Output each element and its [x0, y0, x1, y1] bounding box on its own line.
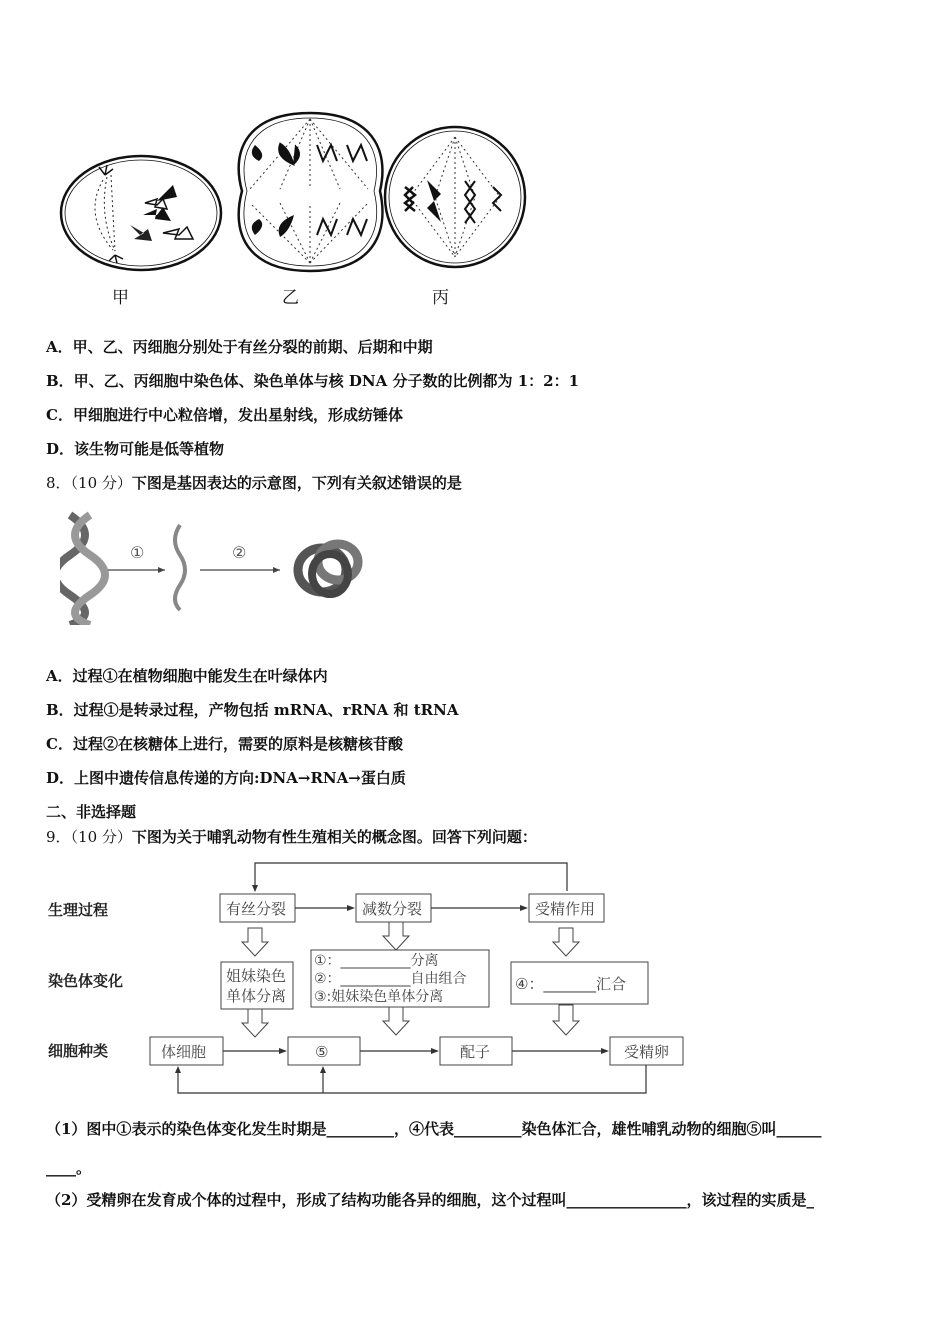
- box-meiosis-label: 减数分裂: [362, 900, 423, 918]
- meiosis-change-line-1: ①：__________分离: [314, 953, 439, 969]
- mrna-strand-icon: [175, 525, 185, 610]
- q8-score: （10 分）: [70, 474, 132, 492]
- q9-sub1-line1: （1）图中①表示的染色体变化发生时期是_________，④代表_________染色体汇合，雄性哺乳动物的细胞⑤叫______: [46, 1120, 822, 1138]
- meiosis-change-line-3: ③:姐妹染色单体分离: [314, 989, 444, 1005]
- cell-division-figure: [55, 105, 535, 275]
- somatic-cell-label: 体细胞: [161, 1043, 207, 1061]
- q8-option-a: A．过程①在植物细胞中能发生在叶绿体内: [46, 667, 328, 685]
- q9-stem: [46, 826, 537, 847]
- q7-option-b: B．甲、乙、丙细胞中染色体、染色单体与核 DNA 分子数的比例都为 1：2：1: [46, 372, 580, 390]
- q9-stem-text: 下图为关于哺乳动物有性生殖相关的概念图。回答下列问题：: [131, 828, 537, 846]
- row-label-chromosome: 染色体变化: [48, 972, 124, 990]
- cell-yi: [239, 113, 383, 271]
- mitosis-change-line-1: 姐妹染色: [226, 967, 287, 985]
- q8-option-d: D．上图中遗传信息传递的方向:DNA→RNA→蛋白质: [46, 769, 406, 787]
- cell-5-label: ⑤: [315, 1043, 329, 1061]
- box-mitosis-label: 有丝分裂: [226, 900, 287, 918]
- q7-option-a: A．甲、乙、丙细胞分别处于有丝分裂的前期、后期和中期: [46, 338, 433, 356]
- figure-label-bing: 丙: [432, 288, 449, 308]
- q7-option-c: C．甲细胞进行中心粒倍增，发出星射线，形成纺锤体: [46, 406, 403, 424]
- q9-sub2-line1: （2）受精卵在发育成个体的过程中，形成了结构功能各异的细胞，这个过程叫________________，该过程的实质是_: [46, 1191, 814, 1209]
- q9-sub1-line2: ____。: [46, 1159, 92, 1177]
- dna-helix-icon: [60, 515, 105, 625]
- step-1-label: ①: [130, 543, 145, 562]
- row-label-cell-type: 细胞种类: [48, 1042, 109, 1060]
- q8-option-b: B．过程①是转录过程，产物包括 mRNA、rRNA 和 tRNA: [46, 701, 459, 719]
- figure-label-yi: 乙: [282, 288, 299, 308]
- q8-number: 8．: [46, 474, 71, 492]
- q9-score: （10 分）: [70, 828, 132, 846]
- mitosis-change-line-2: 单体分离: [226, 987, 287, 1005]
- row-label-process: 生理过程: [48, 901, 109, 919]
- meiosis-change-line-2: ②：__________自由组合: [314, 971, 467, 987]
- cell-jia: [61, 156, 221, 270]
- zygote-label: 受精卵: [624, 1043, 670, 1061]
- q8-stem: [46, 472, 462, 493]
- figure-label-jia: 甲: [112, 288, 129, 308]
- box-fertilization-label: 受精作用: [535, 900, 596, 918]
- cell-bing: [385, 127, 525, 267]
- q8-stem-text: 下图是基因表达的示意图，下列有关叙述错误的是: [131, 474, 462, 492]
- protein-coil-icon: [298, 544, 358, 594]
- fert-change-text: ④：_______汇合: [515, 975, 626, 993]
- gamete-label: 配子: [460, 1043, 491, 1061]
- q8-option-c: C．过程②在核糖体上进行，需要的原料是核糖核苷酸: [46, 735, 403, 753]
- q9-number: 9．: [46, 828, 71, 846]
- step-2-label: ②: [232, 543, 247, 562]
- concept-map: [40, 855, 700, 1100]
- section-heading: 二、非选择题: [46, 803, 137, 821]
- gene-expression-figure: [60, 510, 390, 625]
- q7-option-d: D．该生物可能是低等植物: [46, 440, 225, 458]
